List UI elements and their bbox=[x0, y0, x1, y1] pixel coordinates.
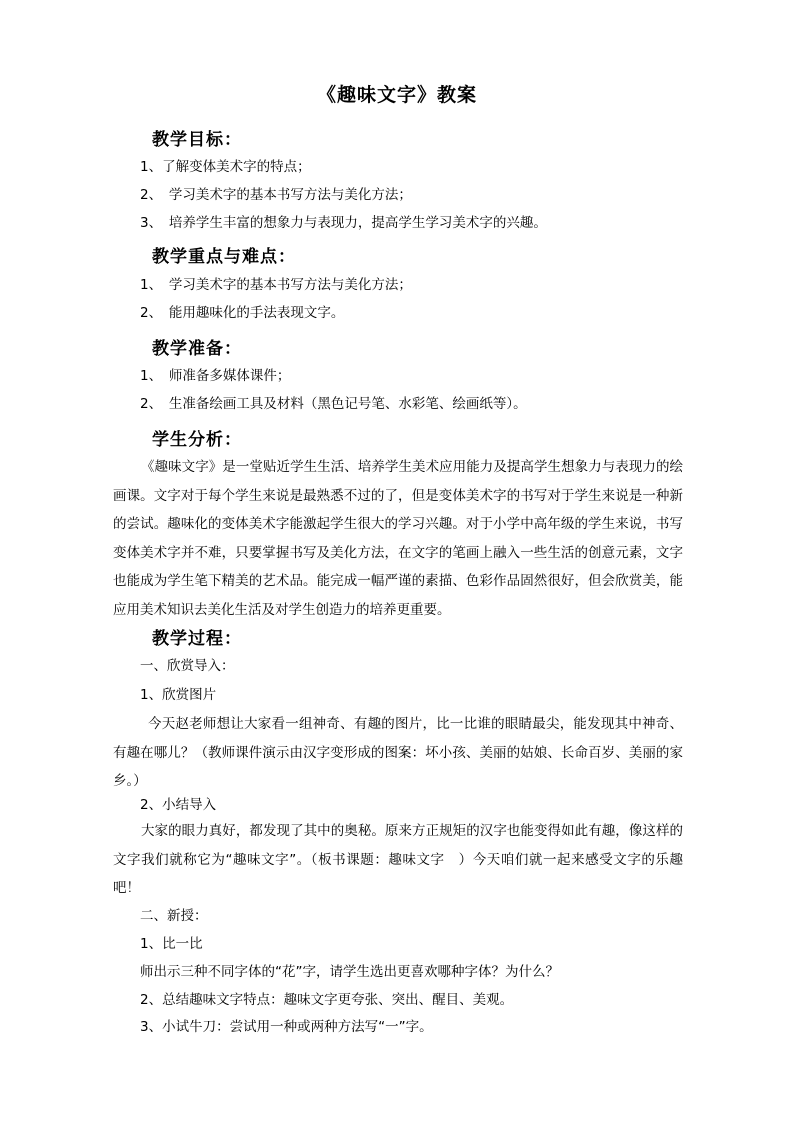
process-part2-item1: 1、比一比 bbox=[140, 936, 203, 952]
objective-item-2: 2、 学习美术字的基本书写方法与美化方法； bbox=[140, 187, 412, 203]
analysis-paragraph: 《趣味文字》是一堂贴近学生生活、培养学生美术应用能力及提高学生想象力与表现力的绘画课。文字对于每个学生来说是最熟悉不过的了，但是变体美术字的书写对于学生来说是一种新的尝试。趣味化的变体美术字能激起学生很大的学习兴趣。对于小学中高年级的学生来说，书写变体美术字并不难，只要掌握书写及美化方法，在文字的笔画上融入一些生活的创意元素，文字也能成为学生笔下精美的艺术品。能完成一幅严谨的素描、色彩作品固然很好，但会欣赏美，能应用美术知识去美化生活及对学生创造力的培养更重要。 bbox=[113, 459, 683, 618]
process-heading: 教学过程： bbox=[152, 629, 242, 649]
document-title: 《趣味文字》教案 bbox=[316, 84, 477, 106]
process-part1-item2-text: 大家的眼力真好，都发现了其中的奥秘。原来方正规矩的汉字也能变得如此有趣，像这样的文字我们就称它为“趣味文字”。（板书课题：趣味文字 ）今天咱们就一起来感受文字的乐趣吧！ bbox=[113, 823, 683, 896]
objective-item-3: 3、 培养学生丰富的想象力与表现力，提高学生学习美术字的兴趣。 bbox=[140, 215, 547, 231]
preparation-item-1: 1、 师准备多媒体课件； bbox=[140, 368, 291, 384]
analysis-heading: 学生分析： bbox=[152, 430, 242, 450]
preparation-item-2: 2、 生准备绘画工具及材料（黑色记号笔、水彩笔、绘画纸等）。 bbox=[140, 396, 527, 412]
preparation-heading: 教学准备： bbox=[152, 339, 242, 359]
process-part1-item1-text: 今天赵老师想让大家看一组神奇、有趣的图片，比一比谁的眼睛最尖，能发现其中神奇、有趣在哪儿？（教师课件演示由汉字变形成的图案：坏小孩、美丽的姑娘、长命百岁、美丽的家乡。） bbox=[113, 716, 683, 789]
key-points-heading: 教学重点与难点： bbox=[152, 247, 296, 267]
process-part1-item1: 1、欣赏图片 bbox=[140, 687, 217, 703]
key-point-item-1: 1、 学习美术字的基本书写方法与美化方法； bbox=[140, 277, 412, 293]
process-part2-item1-text: 师出示三种不同字体的“花”字，请学生选出更喜欢哪种字体？为什么？ bbox=[140, 964, 559, 980]
process-part1-item2: 2、小结导入 bbox=[140, 797, 217, 813]
objectives-heading: 教学目标： bbox=[152, 130, 242, 150]
process-part1-title: 一、欣赏导入： bbox=[140, 658, 235, 674]
process-part2-item3: 3、小试牛刀：尝试用一种或两种方法写“一”字。 bbox=[140, 1019, 433, 1035]
objective-item-1: 1、了解变体美术字的特点； bbox=[140, 159, 311, 175]
process-part2-title: 二、新授： bbox=[140, 908, 208, 924]
key-point-item-2: 2、 能用趣味化的手法表现文字。 bbox=[140, 305, 345, 321]
process-part2-item2: 2、总结趣味文字特点：趣味文字更夸张、突出、醒目、美观。 bbox=[140, 992, 514, 1008]
